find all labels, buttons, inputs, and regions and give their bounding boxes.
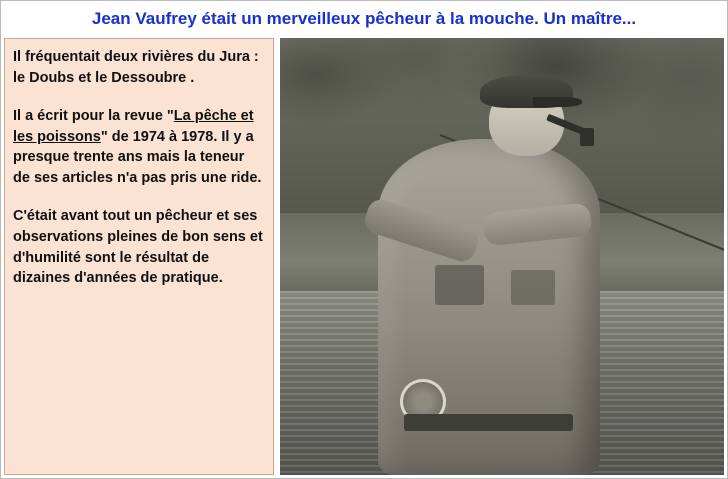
page-title: Jean Vaufrey était un merveilleux pêcheur à la mouche. Un maître... bbox=[91, 9, 637, 28]
text-panel bbox=[4, 38, 274, 475]
vest-pocket-left bbox=[435, 265, 484, 304]
paragraph-3 bbox=[13, 206, 263, 288]
cap-brim bbox=[533, 97, 582, 107]
paragraph-1-text: Il fréquentait deux rivières du Jura : le Doubs et le Dessoubre . bbox=[13, 49, 259, 86]
content-row bbox=[4, 38, 724, 476]
vest-pocket-right bbox=[511, 270, 555, 305]
page-title-bar bbox=[1, 1, 727, 37]
paragraph-2 bbox=[13, 106, 263, 188]
pipe-bowl bbox=[580, 128, 594, 146]
paragraph-2-part-3: " de 1974 à 1978. Il y a presque trente ans mais la teneur de ses articles n'a pas pris une ride. bbox=[13, 128, 262, 186]
magazine-title-link[interactable]: La pêche et les poissons bbox=[13, 108, 254, 145]
fisherman-photo bbox=[280, 38, 724, 475]
fisherman-belt bbox=[404, 414, 573, 431]
image-panel bbox=[278, 38, 724, 475]
paragraph-3-text: C'était avant tout un pêcheur et ses observations pleines de bon sens et d'humilité sont le résultat de dizaines d'années de pratique. bbox=[13, 208, 263, 287]
paragraph-2-part-1: Il a écrit pour la revue " bbox=[13, 108, 174, 125]
paragraph-1 bbox=[13, 47, 263, 88]
